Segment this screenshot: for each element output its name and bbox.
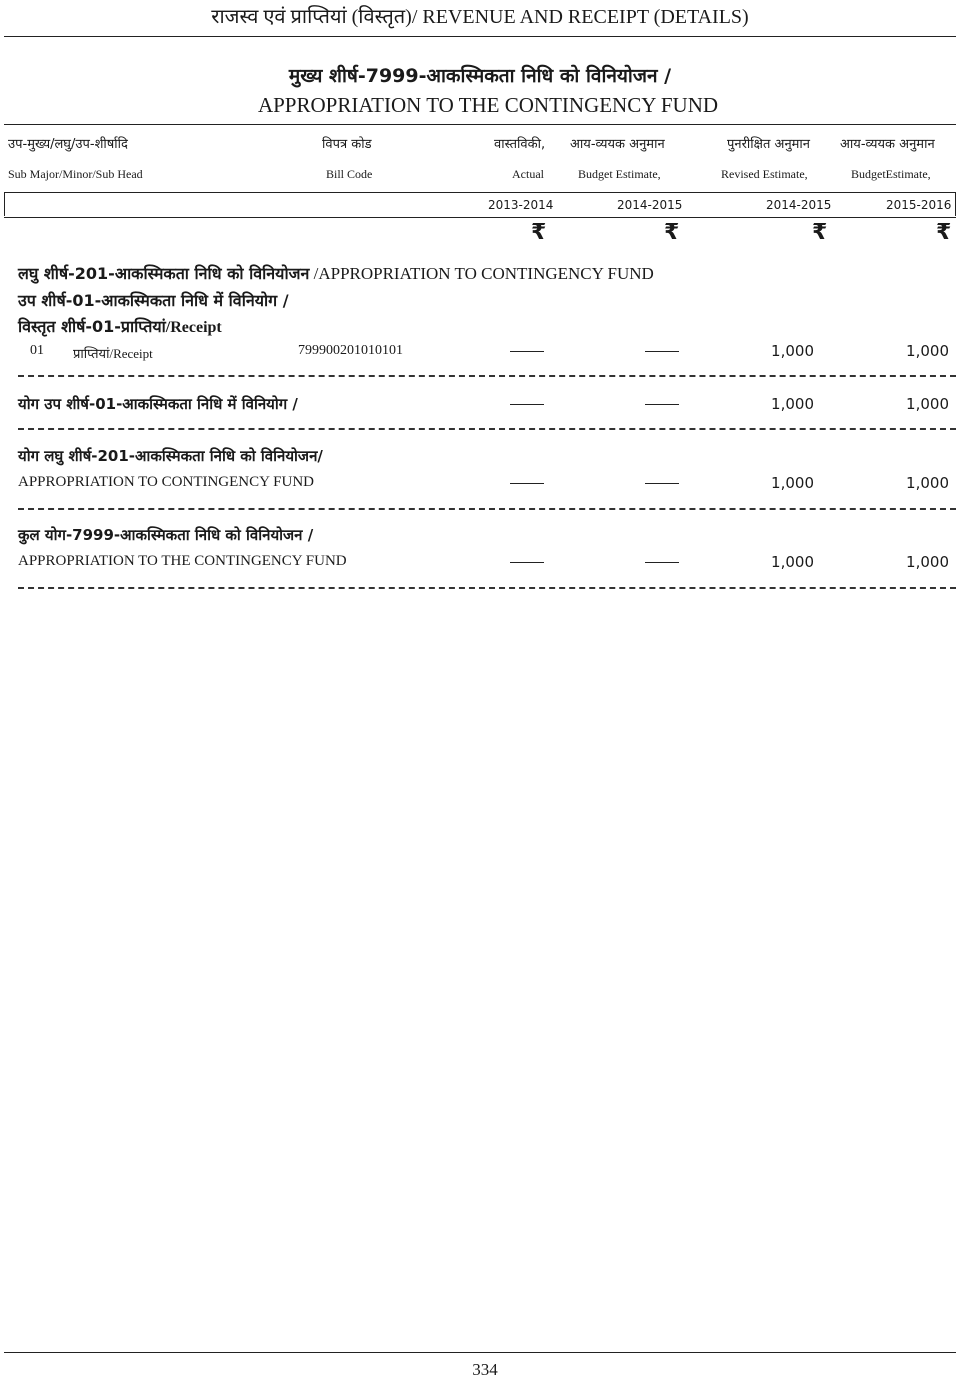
major-head-english: APPROPRIATION TO THE CONTINGENCY FUND bbox=[257, 93, 719, 117]
col-budget-english: Budget Estimate, bbox=[578, 167, 661, 181]
minor-total-budget-nil bbox=[645, 483, 679, 484]
col-head-hindi: उप-मुख्य/लघु/उप-शीर्षादि bbox=[8, 137, 128, 152]
minor-head-english: /APPROPRIATION TO CONTINGENCY FUND bbox=[313, 264, 654, 283]
col-actual-english: Actual bbox=[512, 167, 544, 181]
grand-total-revised-value: 1,000 bbox=[771, 553, 814, 571]
page-number: 334 bbox=[472, 1360, 498, 1379]
minor-total-revised-value: 1,000 bbox=[771, 474, 814, 492]
grand-total-budget-next-value: 1,000 bbox=[906, 553, 949, 571]
table-top-border bbox=[4, 124, 956, 125]
row-label-hindi: प्राप्तियां bbox=[73, 346, 110, 361]
major-head-hindi: मुख्य शीर्ष-7999-आकस्मिकता निधि को विनियोजन / bbox=[288, 65, 672, 87]
col-budget-next-hindi: आय-व्ययक अनुमान bbox=[840, 137, 935, 152]
header-right-edge bbox=[955, 192, 956, 216]
col-head-english: Sub Major/Minor/Sub Head bbox=[8, 167, 143, 181]
col-actual-hindi: वास्तविकी, bbox=[494, 137, 546, 152]
detailed-head-hindi: विस्तृत शीर्ष-01-प्राप्तियां bbox=[18, 317, 166, 336]
sub-total-budget-nil bbox=[645, 404, 679, 405]
currency-budget-next: ₹ bbox=[936, 220, 952, 245]
minor-total-divider bbox=[18, 508, 956, 510]
year-budget: 2014-2015 bbox=[617, 198, 683, 212]
col-budget-hindi: आय-व्ययक अनुमान bbox=[570, 137, 665, 152]
sub-total-budget-next-value: 1,000 bbox=[906, 395, 949, 413]
row-label-english: /Receipt bbox=[109, 346, 153, 361]
grand-total-divider bbox=[18, 587, 956, 589]
minor-total-label-hindi: योग लघु शीर्ष-201-आकस्मिकता निधि को विनियोजन/ bbox=[18, 447, 323, 465]
header-bottom-border bbox=[4, 217, 956, 218]
header-divider bbox=[4, 192, 956, 193]
sub-head-total-label: योग उप शीर्ष-01-आकस्मिकता निधि में विनियोग / bbox=[18, 395, 298, 413]
col-billcode-english: Bill Code bbox=[326, 167, 373, 181]
row-budget-nil bbox=[645, 351, 679, 352]
col-billcode-hindi: विपत्र कोड bbox=[322, 137, 372, 152]
row-revised-value: 1,000 bbox=[771, 342, 814, 360]
sub-total-divider bbox=[18, 428, 956, 430]
detailed-head-english: /Receipt bbox=[165, 319, 222, 336]
grand-total-label-hindi: कुल योग-7999-आकस्मिकता निधि को विनियोजन / bbox=[18, 526, 314, 544]
row-bill-code: 799900201010101 bbox=[298, 343, 403, 358]
year-revised: 2014-2015 bbox=[766, 198, 832, 212]
currency-revised: ₹ bbox=[812, 220, 828, 245]
sub-head: उप शीर्ष-01-आकस्मिकता निधि में विनियोग / bbox=[18, 291, 289, 310]
sub-total-actual-nil bbox=[510, 404, 544, 405]
row-code: 01 bbox=[30, 343, 44, 358]
row-divider bbox=[18, 375, 956, 377]
grand-total-actual-nil bbox=[510, 562, 544, 563]
row-budget-next-value: 1,000 bbox=[906, 342, 949, 360]
header-left-edge bbox=[4, 192, 5, 216]
grand-total-label-english: APPROPRIATION TO THE CONTINGENCY FUND bbox=[18, 553, 347, 569]
grand-total-budget-nil bbox=[645, 562, 679, 563]
footer-divider bbox=[4, 1352, 956, 1353]
col-revised-hindi: पुनरीक्षित अनुमान bbox=[727, 137, 811, 152]
page-title: राजस्व एवं प्राप्तियां (विस्तृत)/ REVENUE AND RECEIPT (DETAILS) bbox=[211, 6, 749, 28]
minor-total-budget-next-value: 1,000 bbox=[906, 474, 949, 492]
row-label bbox=[73, 344, 153, 362]
currency-budget: ₹ bbox=[664, 220, 680, 245]
minor-head-hindi: लघु शीर्ष-201-आकस्मिकता निधि को विनियोजन bbox=[18, 264, 310, 283]
col-revised-english: Revised Estimate, bbox=[721, 167, 808, 181]
year-actual: 2013-2014 bbox=[488, 198, 554, 212]
minor-head bbox=[18, 262, 654, 284]
minor-total-actual-nil bbox=[510, 483, 544, 484]
detailed-head bbox=[18, 315, 222, 337]
row-actual-nil bbox=[510, 351, 544, 352]
year-budget-next: 2015-2016 bbox=[886, 198, 952, 212]
minor-total-label-english: APPROPRIATION TO CONTINGENCY FUND bbox=[18, 474, 315, 490]
currency-actual: ₹ bbox=[531, 220, 547, 245]
title-divider bbox=[4, 36, 956, 37]
col-budget-next-english: BudgetEstimate, bbox=[851, 167, 931, 181]
sub-total-revised-value: 1,000 bbox=[771, 395, 814, 413]
